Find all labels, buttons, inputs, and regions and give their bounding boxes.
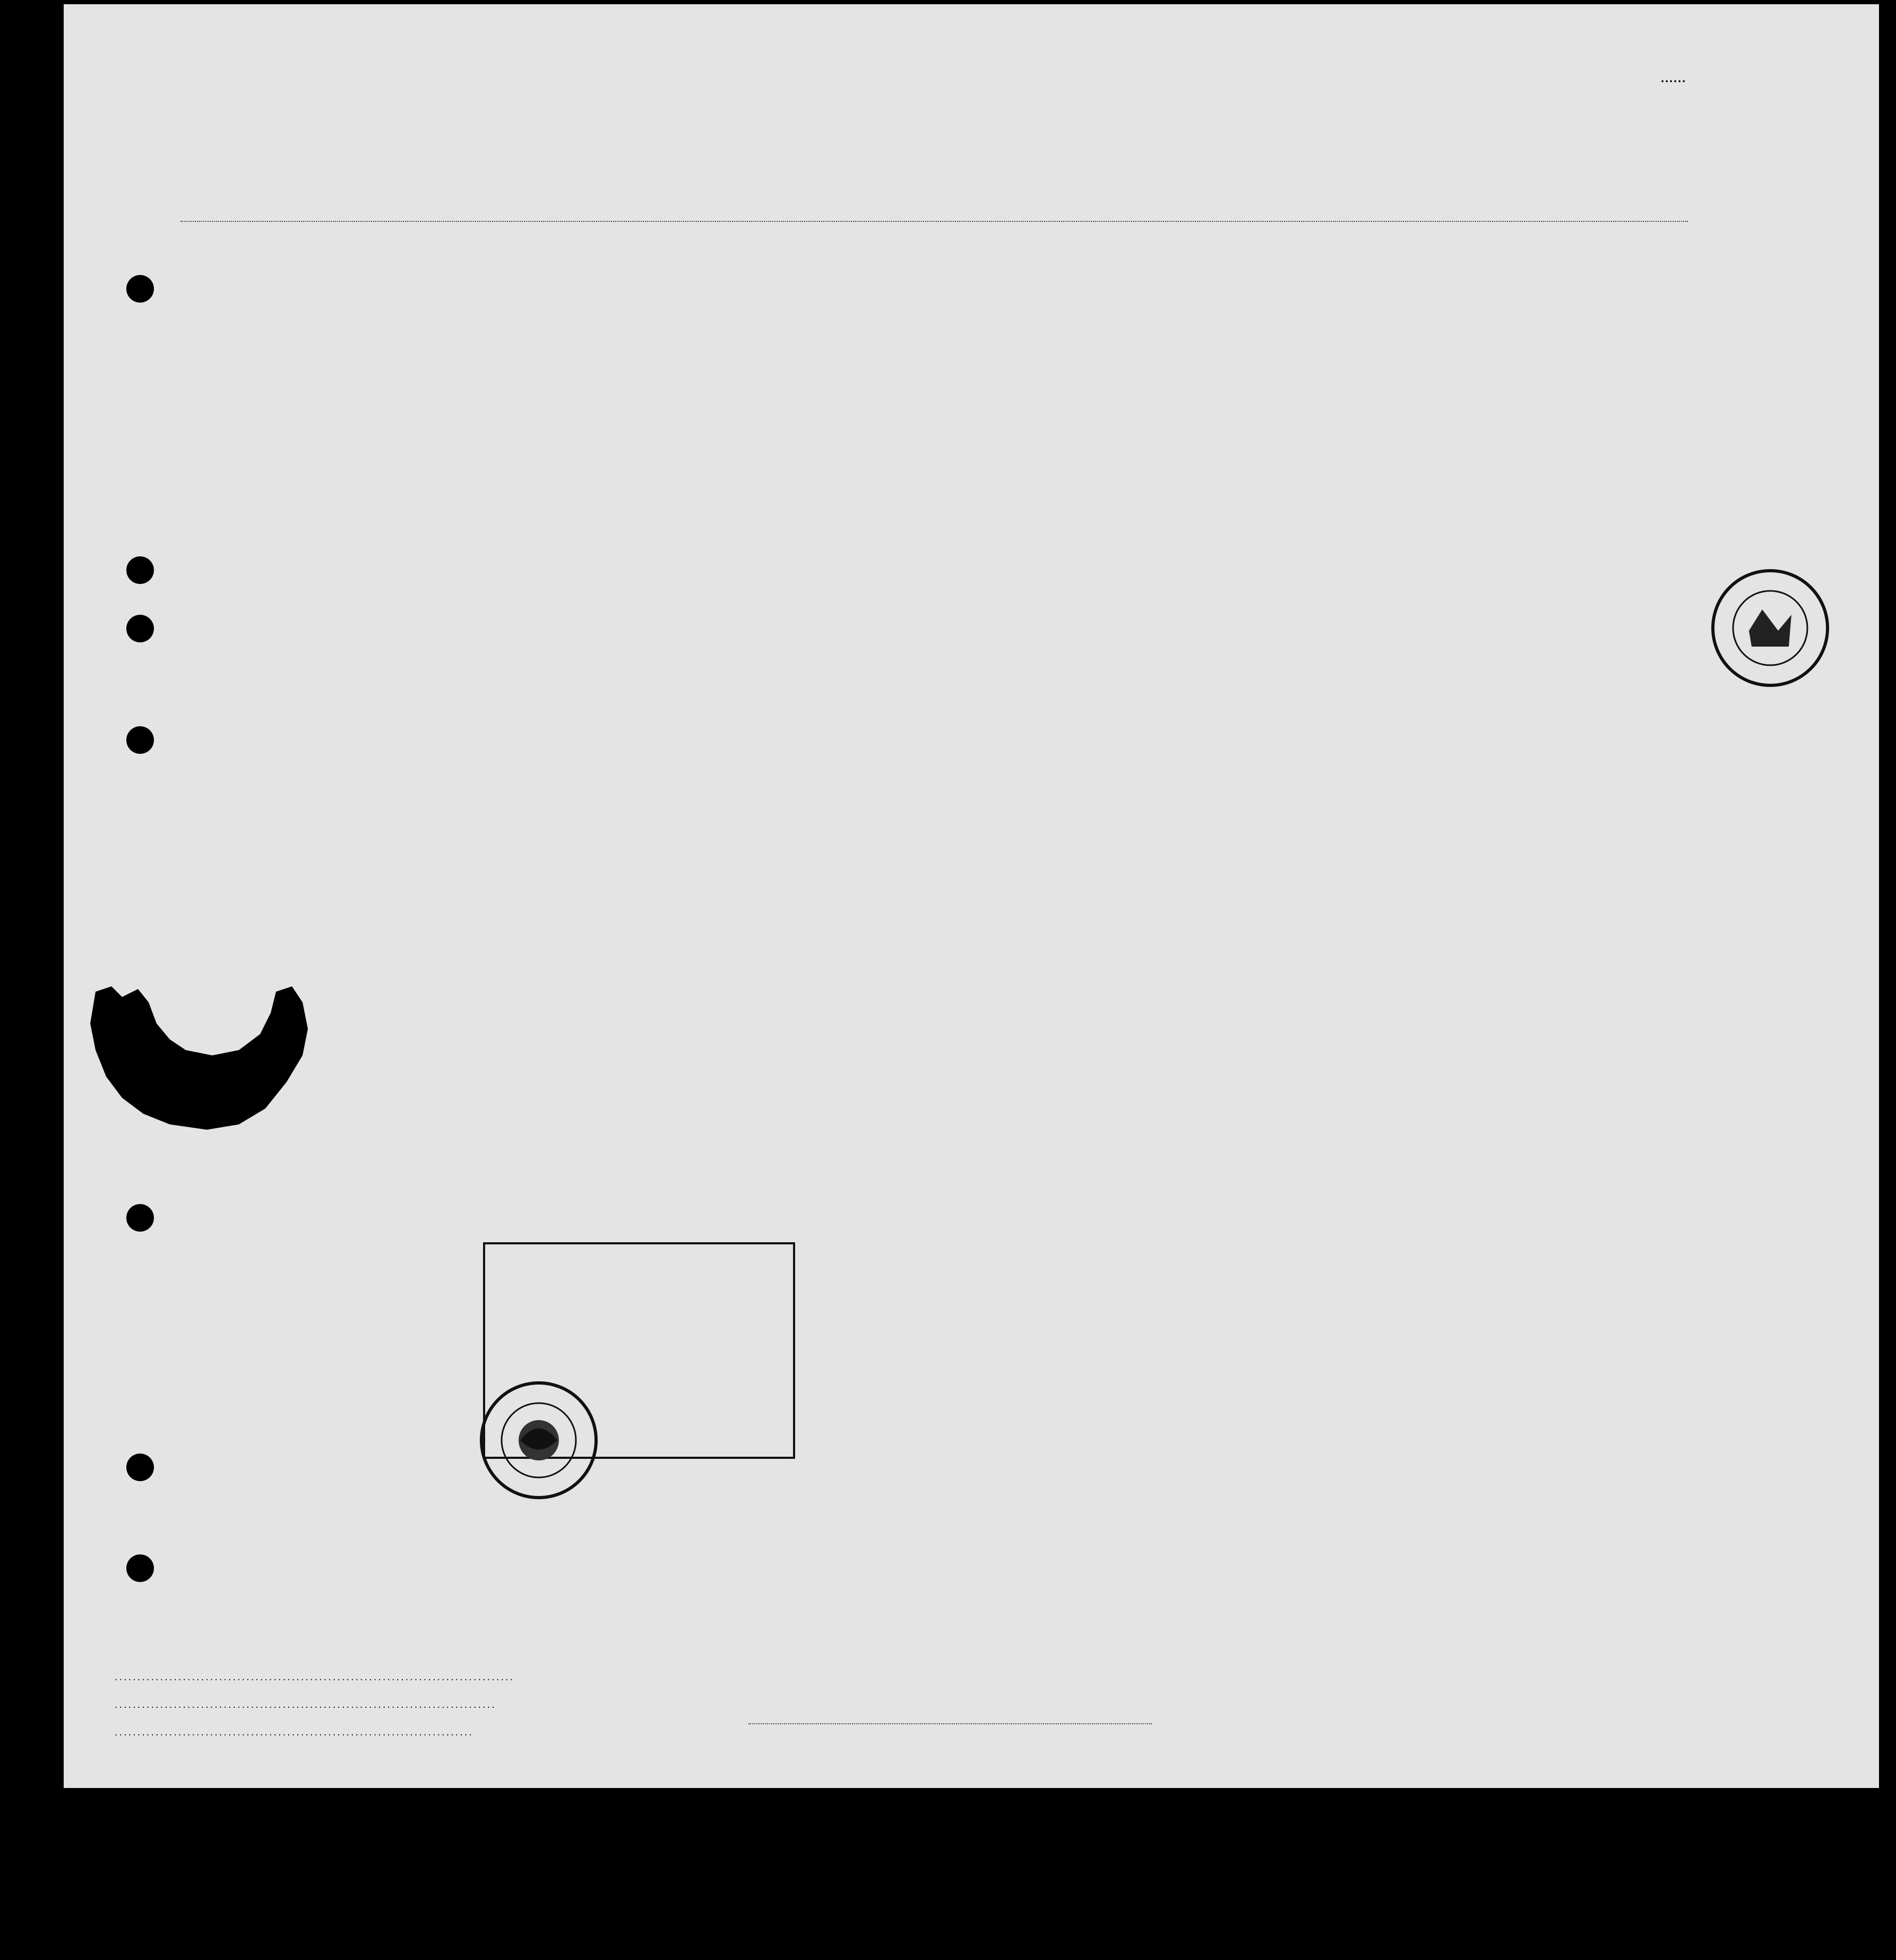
punch-hole — [126, 556, 154, 584]
footer-line: ........................................................................................ — [115, 1671, 514, 1683]
punch-hole — [126, 275, 154, 303]
consulate-seal-2 — [1709, 567, 1831, 689]
footer-agents: ............................................................................... — [115, 1726, 473, 1738]
punch-hole — [126, 726, 154, 754]
punch-hole — [126, 1454, 154, 1481]
manifest-sheet: ...... ........................................................................................ .................................................................................... ............................................................................... — [64, 4, 1879, 1788]
punch-hole — [126, 615, 154, 642]
punch-hole — [126, 1204, 154, 1232]
consulate-seal — [478, 1379, 600, 1501]
punch-hole — [126, 1554, 154, 1582]
table-grid — [64, 4, 1879, 1788]
footer-owners: .................................................................................... — [115, 1699, 496, 1710]
damaged-seal — [64, 970, 340, 1172]
